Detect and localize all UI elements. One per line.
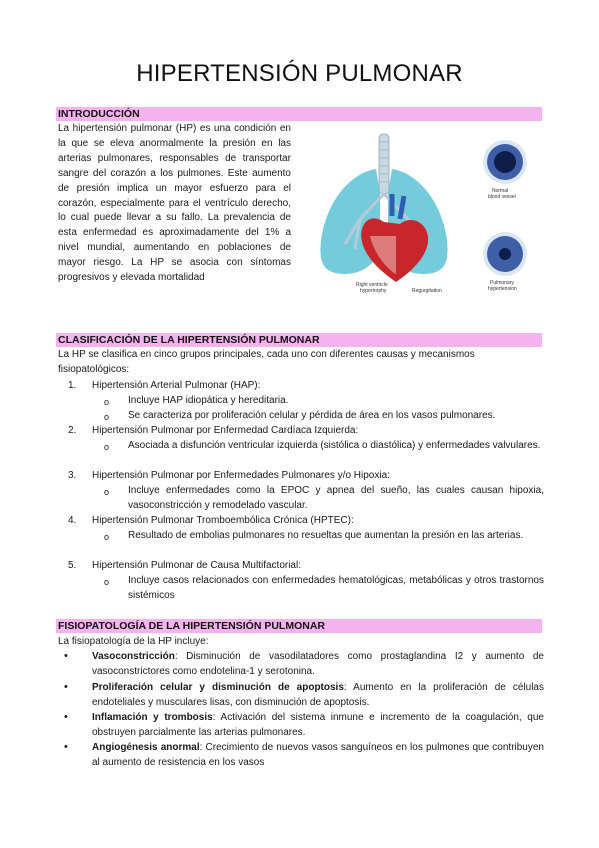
section-heading-physiopathology: FISIOPATOLOGÍA DE LA HIPERTENSIÓN PULMONAR bbox=[56, 619, 542, 633]
group-number: 1. bbox=[68, 380, 77, 391]
bullet-marker: o bbox=[104, 532, 110, 542]
group-bullet: Incluye HAP idiopática y hereditaria. bbox=[128, 395, 289, 406]
section-heading-intro: INTRODUCCIÓN bbox=[56, 107, 542, 121]
label-normal-1: Normal bbox=[492, 188, 509, 194]
group-label: Hipertensión Pulmonar de Causa Multifactorial: bbox=[92, 560, 301, 571]
label-rv-2: hypertrophy bbox=[360, 288, 387, 294]
bullet-marker: o bbox=[104, 577, 110, 587]
group-number: 4. bbox=[68, 515, 77, 526]
label-rv-1: Right ventricle bbox=[356, 282, 388, 288]
label-regurgitation: Regurgitation bbox=[412, 288, 442, 294]
lungs-heart-icon bbox=[300, 124, 544, 310]
lungs-heart-illustration bbox=[300, 124, 544, 310]
classification-intro: La HP se clasifica en cinco grupos principales, cada uno con diferentes causas y mecanismos fisiopatológicos: bbox=[58, 349, 475, 375]
group-bullet: Resultado de embolias pulmonares no resueltas que aumentan la presión en las arterias. bbox=[128, 530, 524, 541]
physio-intro: La fisiopatología de la HP incluye: bbox=[58, 636, 209, 647]
group-bullet: Incluye casos relacionados con enfermedades hematológicas, metabólicas y otros trastornos sistémicos bbox=[128, 575, 544, 601]
label-pulm-1: Pulmonary bbox=[490, 280, 514, 286]
physio-item bbox=[92, 681, 544, 711]
group-bullet: Asociada a disfunción ventricular izquierda (sistólica o diastólica) y enfermedades valvulares. bbox=[128, 440, 541, 451]
section-heading-classification: CLASIFICACIÓN DE LA HIPERTENSIÓN PULMONAR bbox=[56, 333, 542, 347]
group-bullet: Incluye enfermedades como la EPOC y apnea del sueño, las cuales causan hipoxia, vasoconstricción y remodelado vascular. bbox=[128, 485, 544, 511]
group-label: Hipertensión Pulmonar por Enfermedades Pulmonares y/o Hipoxia: bbox=[92, 470, 390, 481]
physio-item bbox=[92, 650, 544, 680]
physio-term: Proliferación celular y disminución de apoptosis bbox=[92, 682, 344, 693]
physio-item bbox=[92, 711, 544, 741]
group-label: Hipertensión Pulmonar Tromboembólica Crónica (HPTEC): bbox=[92, 515, 354, 526]
bullet-dot: • bbox=[64, 650, 68, 662]
group-number: 3. bbox=[68, 470, 77, 481]
physio-term: Vasoconstricción bbox=[92, 651, 175, 662]
bullet-dot: • bbox=[64, 681, 68, 693]
bullet-dot: • bbox=[64, 741, 68, 753]
group-bullet: Se caracteriza por proliferación celular y pérdida de área en los vasos pulmonares. bbox=[128, 410, 496, 421]
physio-term: Angiogénesis anormal bbox=[92, 742, 200, 753]
group-number: 2. bbox=[68, 425, 77, 436]
bullet-dot: • bbox=[64, 711, 68, 723]
physio-term: Inflamación y trombosis bbox=[92, 712, 213, 723]
physio-item bbox=[92, 741, 544, 771]
physio-desc: : Crecimiento de nuevos vasos sanguíneos en los pulmones que contribuyen al aumento de resistencia en los vasos bbox=[92, 742, 544, 768]
page-title: HIPERTENSIÓN PULMONAR bbox=[136, 60, 463, 87]
label-pulm-2: hypertension bbox=[488, 286, 517, 292]
label-normal-2: blood vessel bbox=[488, 194, 516, 200]
group-label: Hipertensión Arterial Pulmonar (HAP): bbox=[92, 380, 261, 391]
bullet-marker: o bbox=[104, 487, 110, 497]
bullet-marker: o bbox=[104, 442, 110, 452]
bullet-marker: o bbox=[104, 397, 110, 407]
physio-desc: : Disminución de vasodilatadores como prostaglandina I2 y aumento de vasoconstrictores como endotelina-1 y serotonina. bbox=[92, 651, 544, 677]
physio-desc: : Activación del sistema inmune e incremento de la coagulación, que obstruyen parcialmente las arterias pulmonares. bbox=[92, 712, 544, 738]
group-number: 5. bbox=[68, 560, 77, 571]
physio-desc: : Aumento en la proliferación de células endoteliales y musculares lisas, con disminución de apoptosis. bbox=[92, 682, 544, 708]
intro-paragraph: La hipertensión pulmonar (HP) es una condición en la que se eleva anormalmente la presión en las arterias pulmonares, responsables de transportar sangre del corazón a los pulmones. Este aumento de presión implica un mayor esfuerzo para el corazón, especialmente para el ventrículo derecho, lo cual puede llevar a su fallo. La prevalencia de esta enfermedad es aproximadamente del 1% a nivel mundial, aumentando en poblaciones de mayor riesgo. La HP se asocia con síntomas progresivos y elevada mortalidad bbox=[58, 123, 291, 284]
group-label: Hipertensión Pulmonar por Enfermedad Cardíaca Izquierda: bbox=[92, 425, 359, 436]
bullet-marker: o bbox=[104, 412, 110, 422]
